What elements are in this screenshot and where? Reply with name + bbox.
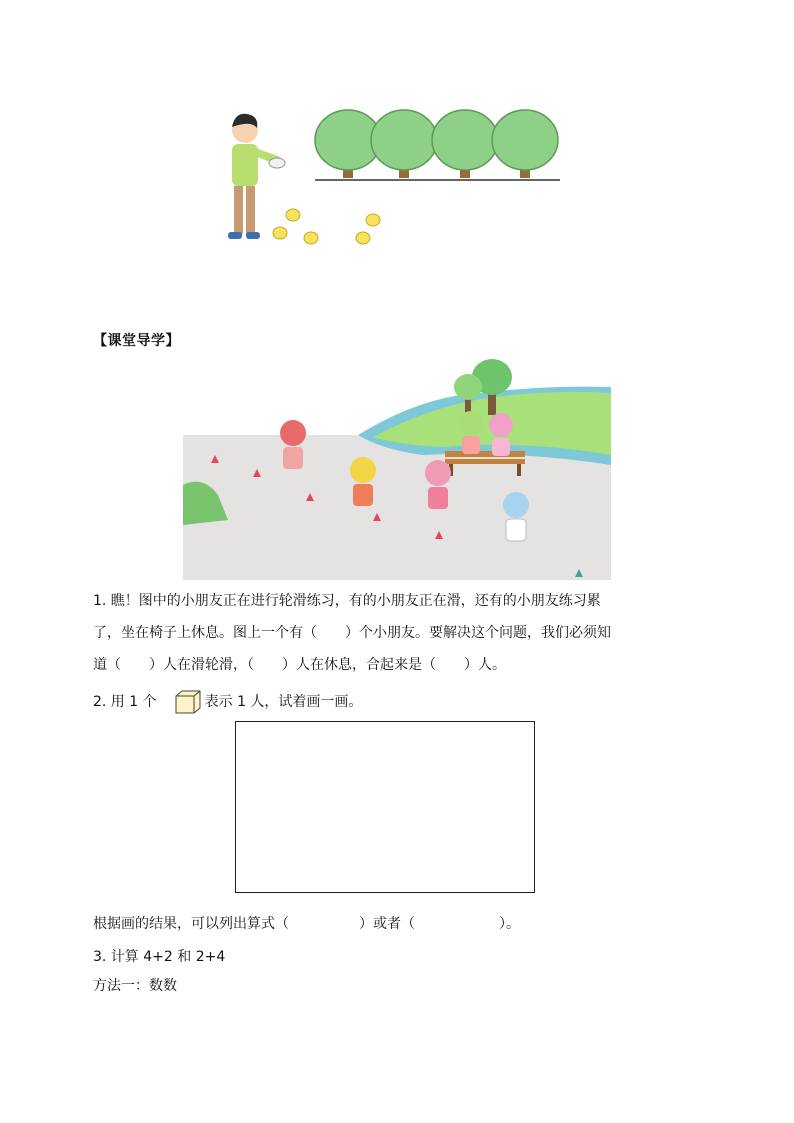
question-1-line-3: 道（ ）人在滑轮滑，（ ）人在休息，合起来是（ ）人。 [93,657,506,673]
question-2 [93,686,723,718]
section-title: 【课堂导学】 [93,333,180,349]
drawing-area[interactable] [235,721,535,893]
question-2-suffix: 表示 1 人，试着画一画。 [204,694,363,710]
illustration-roller-skating [183,355,611,580]
question-3: 3. 计算 4+2 和 2+4 [93,949,226,965]
question-2-prefix: 2. 用 1 个 [93,694,157,710]
tree-row [315,110,560,180]
question-2-result: 根据画的结果，可以列出算式（ ）或者（ ）。 [93,916,520,932]
illustration-boy-chicks [215,100,565,255]
boy [228,114,285,239]
question-1-line-2: 了，坐在椅子上休息。图上一个有（ ）个小朋友。要解决这个问题，我们必须知 [93,625,611,641]
method-1: 方法一：数数 [93,978,177,994]
question-1 [93,585,723,681]
question-1-line-1: 1. 瞧！图中的小朋友正在进行轮滑练习，有的小朋友正在滑，还有的小朋友练习累 [93,593,601,609]
cube-icon [175,690,201,714]
chicks [273,209,380,244]
